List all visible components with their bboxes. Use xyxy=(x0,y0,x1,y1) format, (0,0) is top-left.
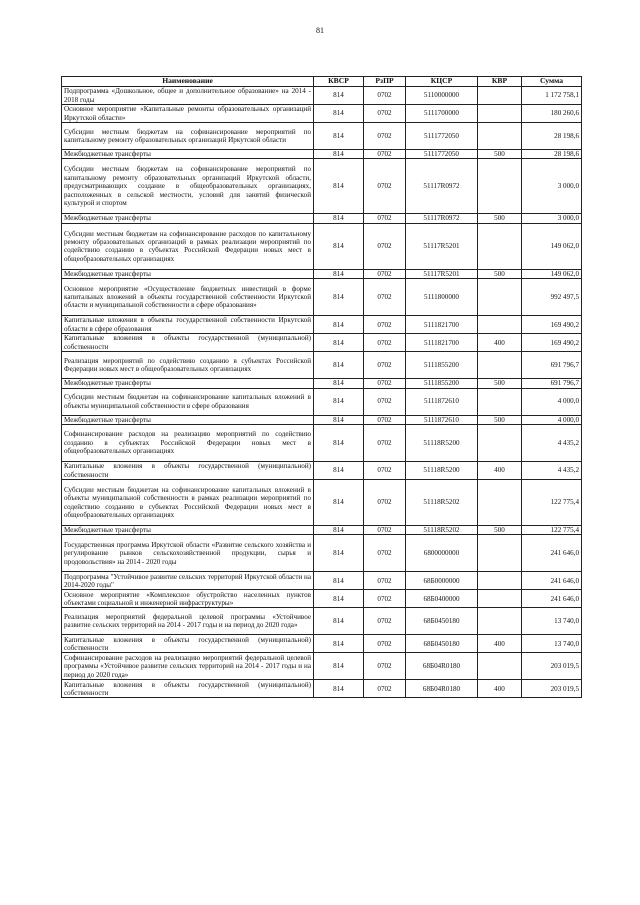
cell-kvr xyxy=(478,87,522,105)
cell-kvr xyxy=(478,590,522,608)
header-name: Наименование xyxy=(62,77,314,87)
table-row xyxy=(62,572,582,590)
cell-name: Субсидии местным бюджетам на софинансирование мероприятий по капитальному ремонту образовательных организаций Иркутской области, предусматривающих создание в общеобразовательных организациях, расположенных в сельской местности, условий для занятий физической культурой и спортом xyxy=(62,159,314,214)
cell-sum: 149 062,0 xyxy=(522,223,582,269)
cell-rzpr: 0702 xyxy=(364,150,406,159)
cell-kcsr: 51118R5202 xyxy=(406,480,478,526)
table-row xyxy=(62,653,582,680)
cell-kcsr: 5111772050 xyxy=(406,123,478,150)
cell-rzpr: 0702 xyxy=(364,352,406,379)
cell-sum: 180 260,6 xyxy=(522,105,582,123)
cell-sum: 169 490,2 xyxy=(522,316,582,334)
table-row xyxy=(62,526,582,535)
cell-kcsr: 68Б0000000 xyxy=(406,572,478,590)
cell-sum: 13 740,0 xyxy=(522,608,582,635)
cell-rzpr: 0702 xyxy=(364,87,406,105)
cell-kvsr: 814 xyxy=(314,269,364,278)
cell-kvr: 500 xyxy=(478,269,522,278)
cell-name: Капитальные вложения в объекты государственной (муниципальной) собственности xyxy=(62,635,314,653)
cell-name: Реализация мероприятий по содействию созданию в субъектах Российской Федерации новых мест в общеобразовательных организациях xyxy=(62,352,314,379)
cell-rzpr: 0702 xyxy=(364,608,406,635)
cell-sum: 4 435,2 xyxy=(522,425,582,462)
header-kvsr: КВСР xyxy=(314,77,364,87)
cell-kvr: 500 xyxy=(478,526,522,535)
cell-rzpr: 0702 xyxy=(364,535,406,572)
table-row xyxy=(62,415,582,424)
cell-kvsr: 814 xyxy=(314,590,364,608)
cell-name: Межбюджетные трансферты xyxy=(62,269,314,278)
cell-sum: 241 646,0 xyxy=(522,590,582,608)
cell-kvsr: 814 xyxy=(314,214,364,223)
cell-name: Подпрограмма "Устойчивое развитие сельских территорий Иркутской области на 2014-2020 годы" xyxy=(62,572,314,590)
cell-sum: 28 198,6 xyxy=(522,150,582,159)
cell-kcsr: 5111855200 xyxy=(406,352,478,379)
cell-kvsr: 814 xyxy=(314,635,364,653)
cell-kvr xyxy=(478,572,522,590)
cell-rzpr: 0702 xyxy=(364,572,406,590)
cell-kcsr: 51117R0972 xyxy=(406,159,478,214)
cell-kvr xyxy=(478,279,522,316)
header-sum: Сумма xyxy=(522,77,582,87)
cell-kvr: 400 xyxy=(478,462,522,480)
table-row xyxy=(62,388,582,415)
cell-sum: 1 172 758,1 xyxy=(522,87,582,105)
cell-name: Субсидии местным бюджетам на софинансирование мероприятий по капитальному ремонту образовательных организаций Иркутской области xyxy=(62,123,314,150)
cell-kcsr: 51117R5201 xyxy=(406,223,478,269)
cell-kvr xyxy=(478,105,522,123)
cell-kvr xyxy=(478,159,522,214)
cell-name: Субсидии местным бюджетам на софинансирование капитальных вложений в объекты муниципальной собственности в сфере образования xyxy=(62,388,314,415)
cell-kvsr: 814 xyxy=(314,388,364,415)
table-row xyxy=(62,352,582,379)
cell-sum: 4 000,0 xyxy=(522,388,582,415)
cell-rzpr: 0702 xyxy=(364,105,406,123)
cell-kcsr: 5110000000 xyxy=(406,87,478,105)
cell-kvr xyxy=(478,608,522,635)
cell-name: Капитальные вложения в объекты государственной (муниципальной) собственности xyxy=(62,334,314,352)
table-header-row xyxy=(62,77,582,87)
cell-kcsr: 5111855200 xyxy=(406,379,478,388)
cell-kcsr: 5111821700 xyxy=(406,334,478,352)
page-number: 81 xyxy=(316,26,324,35)
cell-sum: 3 000,0 xyxy=(522,159,582,214)
cell-kvr xyxy=(478,425,522,462)
cell-rzpr: 0702 xyxy=(364,526,406,535)
cell-kvr xyxy=(478,123,522,150)
cell-kvr: 400 xyxy=(478,334,522,352)
cell-kcsr: 51118R5200 xyxy=(406,425,478,462)
cell-kvsr: 814 xyxy=(314,279,364,316)
header-kvr: КВР xyxy=(478,77,522,87)
budget-table xyxy=(61,76,582,698)
cell-rzpr: 0702 xyxy=(364,214,406,223)
table-row xyxy=(62,150,582,159)
cell-name: Межбюджетные трансферты xyxy=(62,214,314,223)
table-row xyxy=(62,105,582,123)
cell-kvr: 500 xyxy=(478,379,522,388)
cell-name: Капитальные вложения в объекты государственной собственности Иркутской области в сфере образования xyxy=(62,316,314,334)
cell-kvsr: 814 xyxy=(314,105,364,123)
table-row xyxy=(62,590,582,608)
cell-rzpr: 0702 xyxy=(364,425,406,462)
cell-kvr xyxy=(478,316,522,334)
cell-name: Основное мероприятие «Комплексное обустройство населенных пунктов объектами социальной и инженерной инфраструктуры» xyxy=(62,590,314,608)
cell-kvsr: 814 xyxy=(314,608,364,635)
cell-rzpr: 0702 xyxy=(364,159,406,214)
table-row xyxy=(62,87,582,105)
cell-rzpr: 0702 xyxy=(364,480,406,526)
cell-kvsr: 814 xyxy=(314,526,364,535)
cell-rzpr: 0702 xyxy=(364,462,406,480)
cell-name: Субсидии местным бюджетам на софинансирование капитальных вложений в объекты муниципальной собственности в рамках реализации мероприятий по содействию созданию в субъектах Российской Федерации новых мест в общеобразовательных организациях xyxy=(62,480,314,526)
cell-kvsr: 814 xyxy=(314,480,364,526)
cell-sum: 203 019,5 xyxy=(522,653,582,680)
cell-sum: 241 646,0 xyxy=(522,572,582,590)
cell-kvr xyxy=(478,535,522,572)
cell-kcsr: 51118R5200 xyxy=(406,462,478,480)
cell-rzpr: 0702 xyxy=(364,279,406,316)
cell-sum: 169 490,2 xyxy=(522,334,582,352)
table-row xyxy=(62,223,582,269)
cell-kvsr: 814 xyxy=(314,334,364,352)
cell-name: Реализация мероприятий федеральной целевой программы «Устойчивое развитие сельских территорий на 2014 - 2017 годы и на период до 2020 года» xyxy=(62,608,314,635)
cell-kvsr: 814 xyxy=(314,87,364,105)
cell-kvsr: 814 xyxy=(314,535,364,572)
cell-kcsr: 68Б04R0180 xyxy=(406,680,478,698)
cell-kvr xyxy=(478,480,522,526)
cell-sum: 241 646,0 xyxy=(522,535,582,572)
table-row xyxy=(62,214,582,223)
table-row xyxy=(62,334,582,352)
cell-kcsr: 5111700000 xyxy=(406,105,478,123)
cell-kcsr: 68Б0400000 xyxy=(406,590,478,608)
cell-kvr xyxy=(478,388,522,415)
cell-kcsr: 5111800000 xyxy=(406,279,478,316)
table-row xyxy=(62,279,582,316)
cell-kvsr: 814 xyxy=(314,462,364,480)
cell-name: Субсидии местным бюджетам на софинансирование расходов по капитальному ремонту образовательных организаций в рамках реализации мероприятий по содействию созданию в субъектах Российской Федерации новых мест в общеобразовательных организациях xyxy=(62,223,314,269)
table-row xyxy=(62,123,582,150)
cell-kcsr: 6800000000 xyxy=(406,535,478,572)
cell-kcsr: 5111872610 xyxy=(406,415,478,424)
cell-kcsr: 51118R5202 xyxy=(406,526,478,535)
cell-sum: 28 198,6 xyxy=(522,123,582,150)
cell-sum: 122 775,4 xyxy=(522,526,582,535)
cell-sum: 122 775,4 xyxy=(522,480,582,526)
cell-sum: 149 062,0 xyxy=(522,269,582,278)
cell-rzpr: 0702 xyxy=(364,388,406,415)
table-row xyxy=(62,159,582,214)
cell-name: Межбюджетные трансферты xyxy=(62,150,314,159)
cell-rzpr: 0702 xyxy=(364,415,406,424)
cell-rzpr: 0702 xyxy=(364,316,406,334)
table-row xyxy=(62,680,582,698)
cell-kcsr: 68Б04R0180 xyxy=(406,653,478,680)
cell-kvsr: 814 xyxy=(314,379,364,388)
cell-kvr xyxy=(478,352,522,379)
cell-rzpr: 0702 xyxy=(364,269,406,278)
cell-name: Подпрограмма «Дошкольное, общее и дополнительное образование» на 2014 - 2018 годы xyxy=(62,87,314,105)
cell-kvr: 500 xyxy=(478,214,522,223)
cell-name: Софинансирование расходов на реализацию мероприятий федеральной целевой программы «Устойчивое развитие сельских территорий на 2014 - 2017 годы и на период до 2020 года» xyxy=(62,653,314,680)
cell-sum: 691 796,7 xyxy=(522,379,582,388)
cell-kcsr: 51117R5201 xyxy=(406,269,478,278)
cell-kvr xyxy=(478,653,522,680)
cell-kvr: 500 xyxy=(478,415,522,424)
cell-name: Капитальные вложения в объекты государственной (муниципальной) собственности xyxy=(62,462,314,480)
cell-kcsr: 51117R0972 xyxy=(406,214,478,223)
cell-kvsr: 814 xyxy=(314,572,364,590)
header-kcsr: КЦСР xyxy=(406,77,478,87)
cell-sum: 4 435,2 xyxy=(522,462,582,480)
cell-kvsr: 814 xyxy=(314,123,364,150)
cell-name: Основное мероприятие «Осуществление бюджетных инвестиций в форме капитальных вложений в объекты государственной собственности Иркутской области и муниципальной собственности в сфере образования» xyxy=(62,279,314,316)
cell-sum: 4 000,0 xyxy=(522,415,582,424)
cell-kcsr: 5111772050 xyxy=(406,150,478,159)
table-row xyxy=(62,535,582,572)
cell-rzpr: 0702 xyxy=(364,334,406,352)
cell-kvr xyxy=(478,223,522,269)
table-row xyxy=(62,316,582,334)
cell-rzpr: 0702 xyxy=(364,223,406,269)
cell-kvsr: 814 xyxy=(314,415,364,424)
table-row xyxy=(62,269,582,278)
cell-kcsr: 68Б0450180 xyxy=(406,635,478,653)
table-row xyxy=(62,425,582,462)
cell-kvr: 400 xyxy=(478,680,522,698)
cell-name: Государственная программа Иркутской области «Развитие сельского хозяйства и регулирование рынков сельскохозяйственной продукции, сырья и продовольствия» на 2014 - 2020 годы xyxy=(62,535,314,572)
table-row xyxy=(62,480,582,526)
table-row xyxy=(62,608,582,635)
cell-rzpr: 0702 xyxy=(364,653,406,680)
table-row xyxy=(62,635,582,653)
table-row xyxy=(62,379,582,388)
cell-name: Основное мероприятие «Капитальные ремонты образовательных организаций Иркутской области» xyxy=(62,105,314,123)
cell-rzpr: 0702 xyxy=(364,635,406,653)
header-rzpr: РзПР xyxy=(364,77,406,87)
cell-sum: 13 740,0 xyxy=(522,635,582,653)
cell-sum: 992 497,5 xyxy=(522,279,582,316)
cell-rzpr: 0702 xyxy=(364,379,406,388)
cell-kvr: 400 xyxy=(478,635,522,653)
cell-kvsr: 814 xyxy=(314,316,364,334)
cell-rzpr: 0702 xyxy=(364,680,406,698)
cell-kvsr: 814 xyxy=(314,425,364,462)
cell-kcsr: 5111821700 xyxy=(406,316,478,334)
cell-sum: 203 019,5 xyxy=(522,680,582,698)
cell-kvsr: 814 xyxy=(314,653,364,680)
cell-name: Межбюджетные трансферты xyxy=(62,379,314,388)
cell-kvsr: 814 xyxy=(314,352,364,379)
cell-rzpr: 0702 xyxy=(364,590,406,608)
cell-kvsr: 814 xyxy=(314,680,364,698)
cell-name: Софинансирование расходов на реализацию мероприятий по содействию созданию в субъектах Российской Федерации новых мест в общеобразовательных организациях xyxy=(62,425,314,462)
cell-kvr: 500 xyxy=(478,150,522,159)
cell-rzpr: 0702 xyxy=(364,123,406,150)
cell-kcsr: 68Б0450180 xyxy=(406,608,478,635)
cell-kvsr: 814 xyxy=(314,223,364,269)
cell-name: Капитальные вложения в объекты государственной (муниципальной) собственности xyxy=(62,680,314,698)
cell-sum: 691 796,7 xyxy=(522,352,582,379)
cell-kvsr: 814 xyxy=(314,150,364,159)
cell-sum: 3 000,0 xyxy=(522,214,582,223)
cell-kcsr: 5111872610 xyxy=(406,388,478,415)
cell-name: Межбюджетные трансферты xyxy=(62,526,314,535)
table-row xyxy=(62,462,582,480)
cell-kvsr: 814 xyxy=(314,159,364,214)
cell-name: Межбюджетные трансферты xyxy=(62,415,314,424)
